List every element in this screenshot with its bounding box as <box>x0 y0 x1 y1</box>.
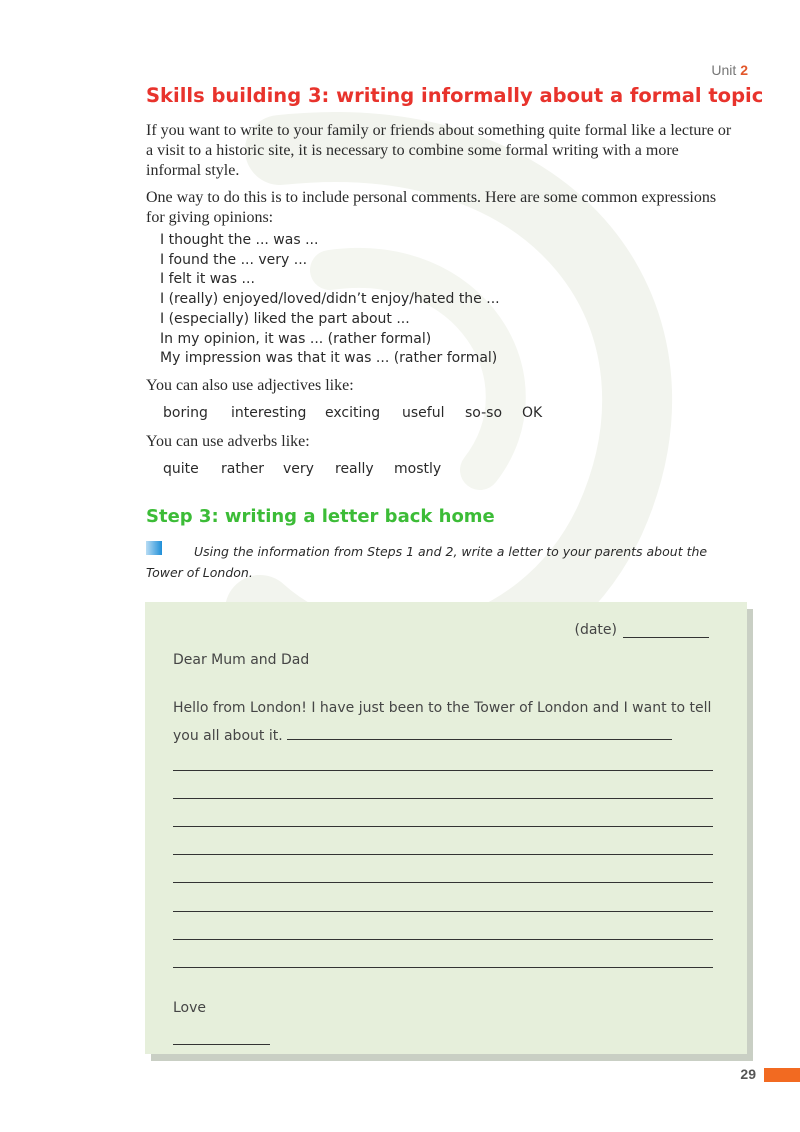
adjective-word: exciting <box>325 405 381 421</box>
adjectives-row <box>163 405 542 421</box>
writing-line[interactable] <box>173 911 713 912</box>
expression-item: I (especially) liked the part about ... <box>160 310 410 327</box>
date-input-line[interactable] <box>623 623 709 638</box>
writing-line[interactable] <box>173 826 713 827</box>
letter-greeting: Dear Mum and Dad <box>173 652 310 668</box>
expression-item: I found the ... very ... <box>160 251 308 268</box>
adjective-word: useful <box>402 405 445 421</box>
adverb-word: rather <box>221 461 265 477</box>
intro-paragraph: If you want to write to your family or friends about something quite formal like a lecture or a visit to a historic site, it is necessary to combine some formal writing with a more informal style. <box>146 122 732 179</box>
opinions-paragraph: One way to do this is to include personal comments. Here are some common expressions for giving opinions: <box>146 189 717 226</box>
date-row <box>569 622 709 638</box>
letter-intro-text: Hello from London! I have just been to the Tower of London and I want to tell you all about it. <box>173 700 712 744</box>
expression-item: My impression was that it was ... (rather formal) <box>160 350 498 367</box>
adverb-word: really <box>335 461 374 477</box>
adverbs-intro: You can use adverbs like: <box>146 433 310 450</box>
writing-line[interactable] <box>173 967 713 968</box>
adjective-word: OK <box>522 405 543 421</box>
adjectives-intro: You can also use adjectives like: <box>146 377 354 394</box>
adjective-word: so-so <box>465 405 503 421</box>
writing-line[interactable] <box>287 725 672 740</box>
date-label: (date) <box>574 622 617 638</box>
unit-word: Unit <box>711 62 737 78</box>
adverb-word: quite <box>163 461 199 477</box>
adverbs-row <box>163 461 441 477</box>
writing-line[interactable] <box>173 882 713 883</box>
skills-heading: Skills building 3: writing informally about a formal topic <box>146 84 764 107</box>
unit-number: 2 <box>740 62 748 78</box>
letter-intro <box>173 694 713 750</box>
signature-line[interactable] <box>173 1044 270 1045</box>
adjective-word: interesting <box>231 405 307 421</box>
page-accent-bar <box>764 1068 800 1082</box>
page-number: 29 <box>740 1066 756 1082</box>
expressions-list <box>160 231 500 369</box>
adverb-word: very <box>283 461 314 477</box>
adjective-word: boring <box>163 405 208 421</box>
writing-line[interactable] <box>173 770 713 771</box>
expression-item: I (really) enjoyed/loved/didn’t enjoy/hated the ... <box>160 291 500 308</box>
step-heading: Step 3: writing a letter back home <box>146 506 495 527</box>
unit-label <box>711 62 748 78</box>
expression-item: In my opinion, it was ... (rather formal) <box>160 330 432 347</box>
letter-box <box>145 602 747 1054</box>
writing-line[interactable] <box>173 854 713 855</box>
letter-closing: Love <box>173 1000 207 1016</box>
writing-line[interactable] <box>173 798 713 799</box>
writing-line[interactable] <box>173 939 713 940</box>
expression-item: I felt it was ... <box>160 271 255 288</box>
adverb-word: mostly <box>394 461 442 477</box>
task-instruction: Using the information from Steps 1 and 2, write a letter to your parents about the Tower of London. <box>146 544 708 580</box>
expression-item: I thought the ... was ... <box>160 232 319 248</box>
